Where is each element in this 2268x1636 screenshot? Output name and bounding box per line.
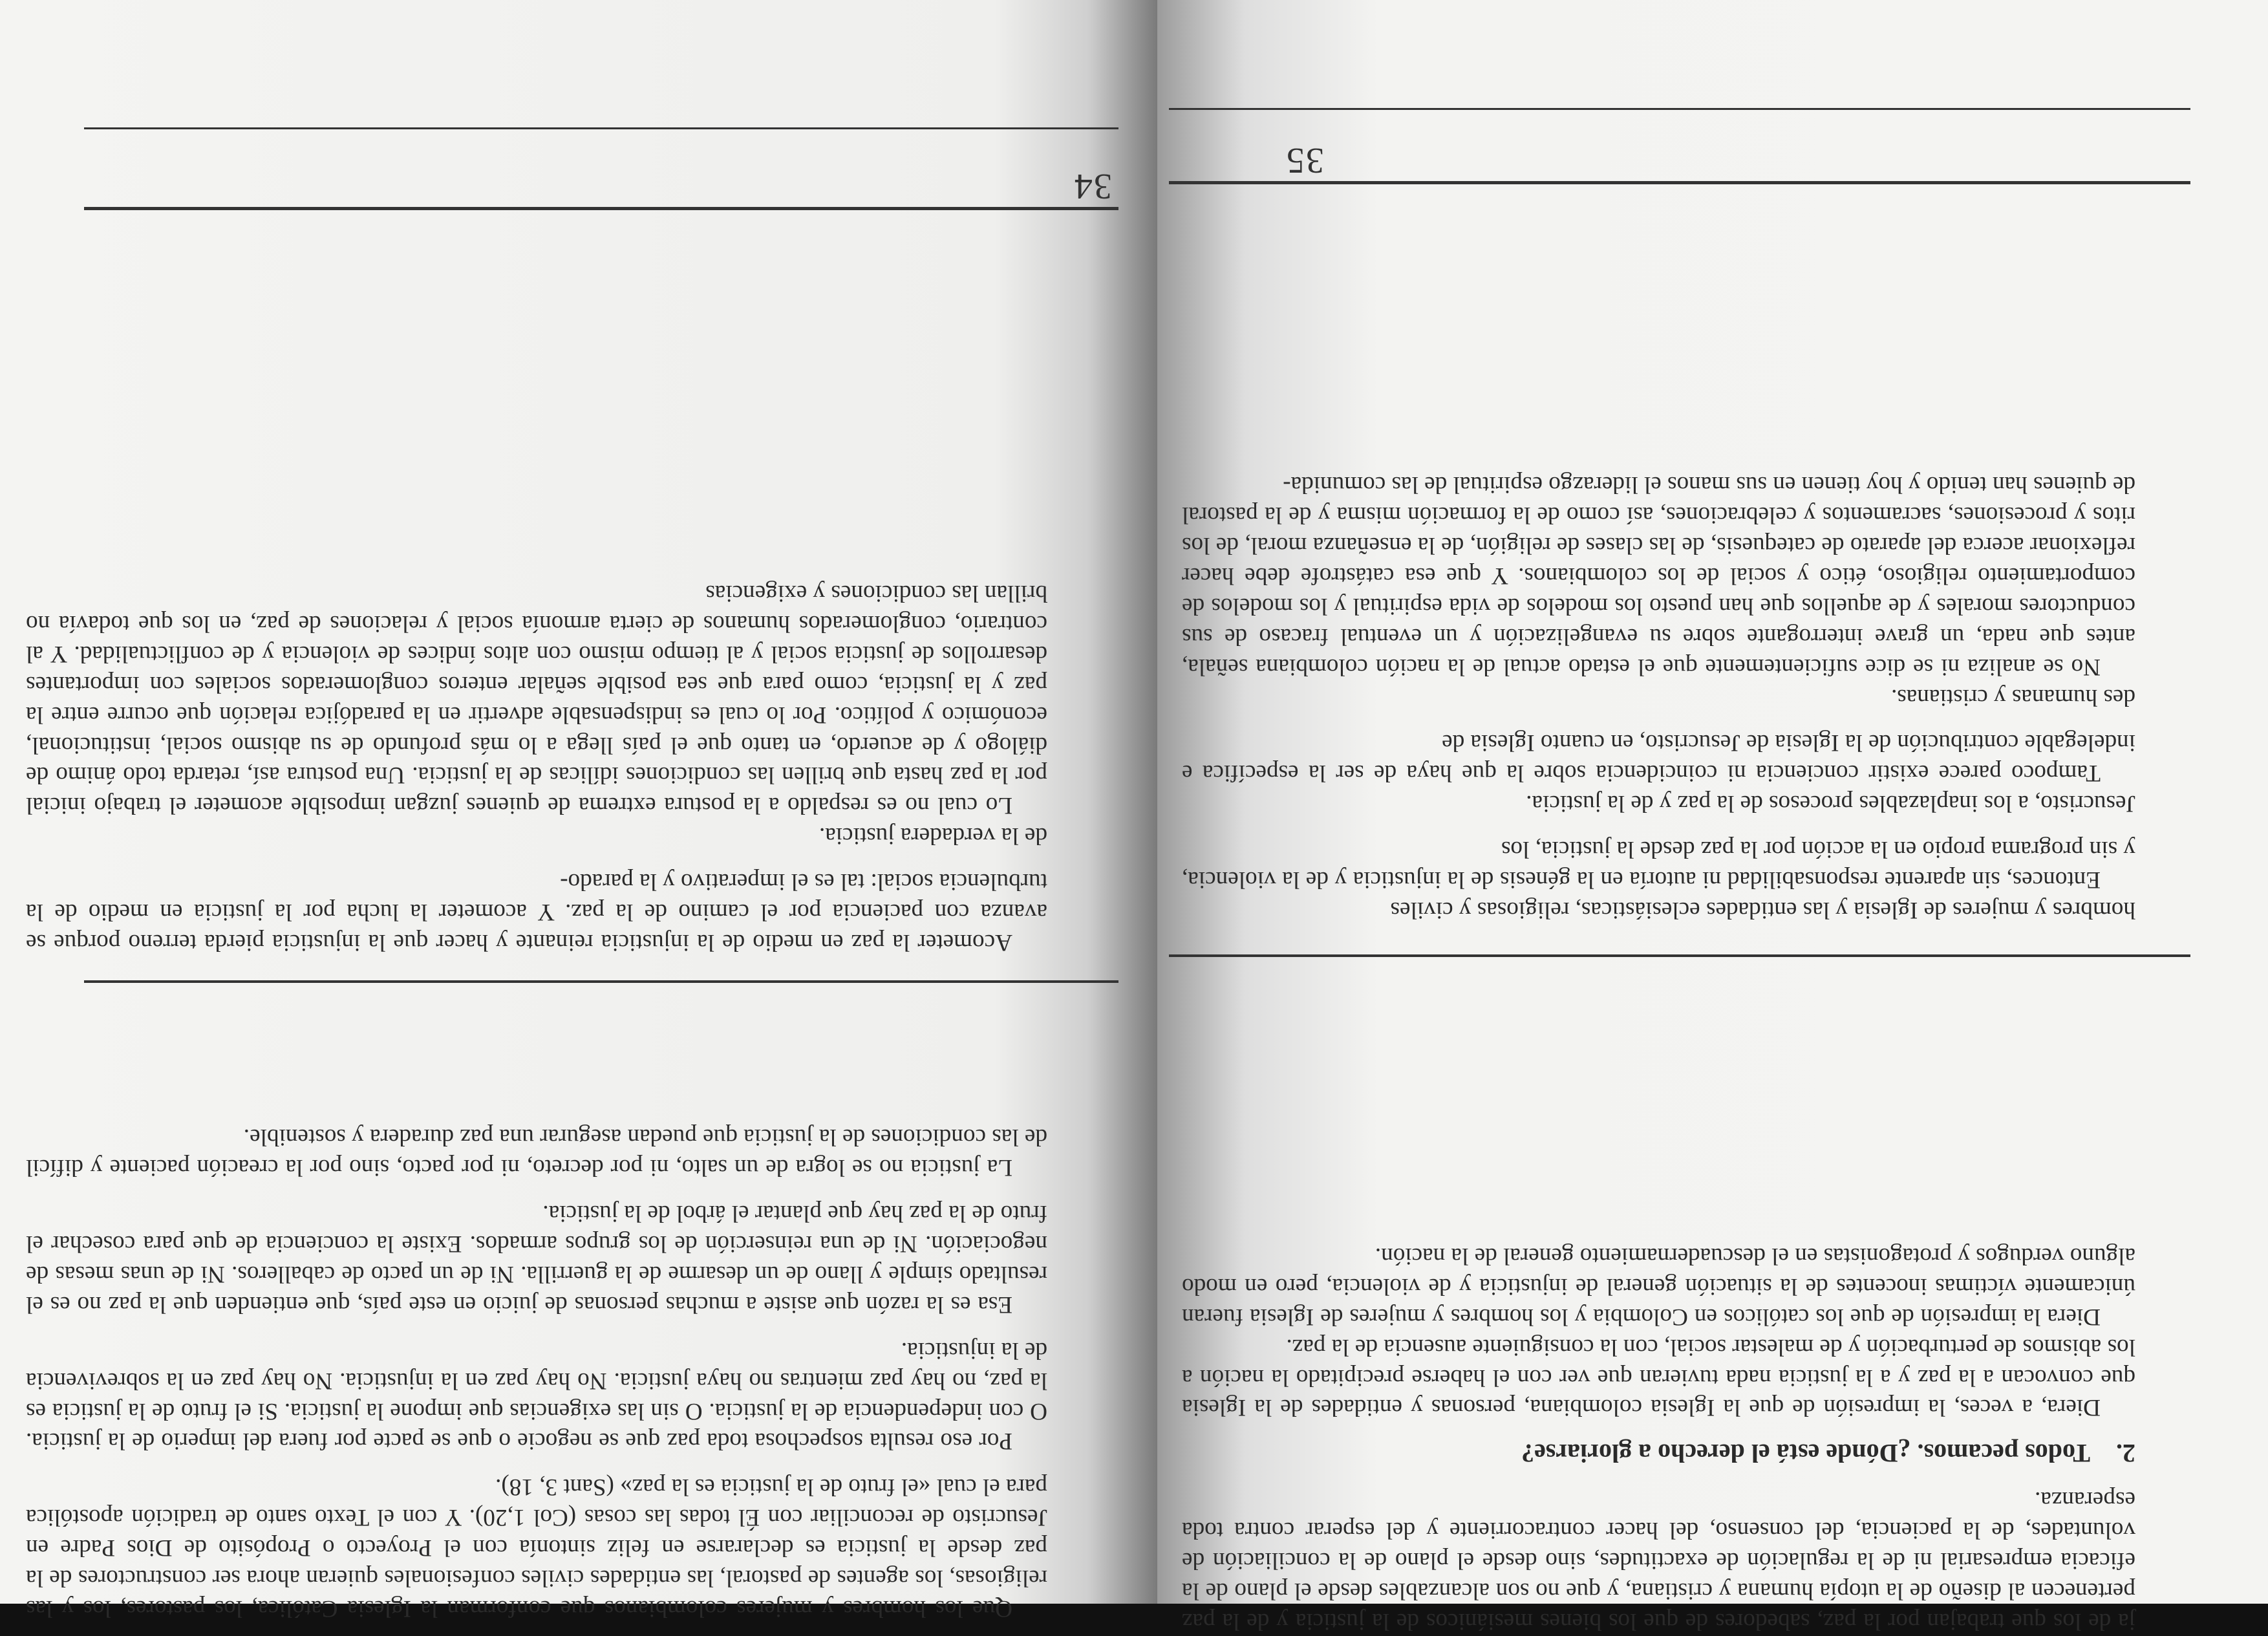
header-rule-top [1169, 108, 2190, 110]
page-35-text [1182, 469, 2135, 925]
page-number: 34 [1073, 166, 1112, 206]
page-35-lower-text [1182, 1240, 2135, 1636]
footer-rule [1169, 954, 2190, 957]
page-34-lower-text [26, 1121, 1047, 1623]
section-heading [1182, 1437, 2135, 1469]
paragraph: de la verdadera justicia. [818, 823, 1047, 850]
section-number: 2. [2116, 1439, 2135, 1469]
paragraph: Entonces, sin aparente responsabilidad ni autoría en la génesis de la injusticia y de la violencia, y sin programa propio en la acción por la paz desde la justicia, los [1182, 836, 2135, 894]
paragraph: No se analiza ni se dice suficientemente que el estado actual de la nación colombiana señala, antes que nada, un grave interrogante sobre su evangelización y un eventual fracaso de sus conductores morales y de aquellos que han puesto los modelos de vida espiritual y los modelos de comportamiento religioso, ético y social de los colombianos. Y que esa catástrofe debe hacer reflexionar acerca del aparato de catequesis, de las clases de religión, de la enseñanza moral, de los ritos y procesiones, sacramentos y celebraciones, así como de la formación misma y de la pastoral de quienes han tenido y hoy tienen en sus manos el liderazgo espiritual de las comunida- [1182, 471, 2135, 680]
header-rule [84, 207, 1118, 210]
paragraph: Diera, a veces, la impresión de que la Iglesia colombiana, personas y entidades de la Iglesia que convocan a la paz y a la justicia nada tuvieran que ver con el haberse precipitado la nación a los abismos de perturbación y de malestar social, con la consiguiente ausencia de la paz. [1182, 1333, 2135, 1421]
paragraph: Que los hombres y mujeres colombianos que conforman la Iglesia Católica, los pastores, los y las religiosas, los agentes de pastoral, las entidades civiles confesionales quieran ahora ser constructores de la paz desde la justicia es declararse en feliz sintonía con el Proyecto o Propósito de Dios Padre en Jesucristo de reconciliar con Él todas las cosas (Col 1,20). Y con el Texto santo de tradición apostólica para el cual «el fruto de la justicia es la paz» (Sant 3, 18). [26, 1474, 1047, 1622]
paragraph: Esa es la razón que asiste a muchas personas de juicio en este país, que entienden que la paz no es el resultado simple y llano de un desarme de la guerrilla. Ni de un pacto de caballeros. Ni de unas mesas de negociación. Ni de una reinserción de los grupos armados. Existe la conciencia de que para cosechar el fruto de la paz hay que plantar el árbol de la justicia. [26, 1200, 1047, 1318]
header-rule-top [84, 127, 1118, 129]
page-34-text [26, 577, 1047, 957]
paragraph: des humanas y cristianas. [1891, 683, 2135, 711]
header-rule [1169, 181, 2190, 184]
page-number: 35 [1285, 140, 1324, 180]
paragraph: Acometer la paz en medio de la injusticia reinante y hacer que la injusticia pierda terreno porque se avanza con paciencia por el camino de la paz. Y acometer la lucha por la justicia en medio de la turbulencia social: tal es el imperativo y la parado- [26, 868, 1047, 956]
section-title: Todos pecamos. ¿Dónde está el derecho a gloriarse? [1521, 1439, 2090, 1469]
footer-rule [84, 980, 1118, 983]
paragraph: ja de los que trabajan por la paz, sabedores de que los bienes mesiánicos de la justicia y de la paz pertenecen al diseño de la utopía humana y cristiana, y que no son alcanzables desde el plano de la eficacia empresarial ni de la regulación de exactitudes, sino desde el plano de la conciliación de voluntades, de la paciencia, del consenso, del hacer contracorriente y del esperar contra toda esperanza. [1182, 1487, 2135, 1635]
paragraph: Lo cual no es respaldo a la postura extrema de quienes juzgan imposible acometer el trabajo inicial por la paz hasta que brillen las condiciones idílicas de la justicia. Una postura así, retarda todo ánimo de diálogo y de acuerdo, en tanto que el país llega a lo más profundo de su abismo social, institucional, económico y político. Por lo cual es indispensable advertir en la paradójica relación que ocurre entre la paz y la justicia, como para que sea posible señalar enteros conglomerados sociales con importantes desarrollos de justicia social y al tiempo mismo con altos índices de violencia y de conflictualidad. Y al contrario, conglomerados humanos de cierta armonía social y relaciones de paz, en los que todavía no brillan las condiciones y exigencias [26, 580, 1047, 819]
paragraph: Tampoco parece existir conciencia ni coincidencia sobre la que haya de ser la específica e indelegable contribución de la Iglesia de Jesucristo, en cuanto Iglesia de [1182, 729, 2135, 787]
paragraph: Diera la impresión de que los católicos en Colombia y los hombres y mujeres de Iglesia fueran únicamente víctimas inocentes de la situación general de injusticia y de violencia, pero en modo alguno verdugos y protagonistas en el descuadernamiento general de la nación. [1182, 1242, 2135, 1330]
paragraph: Jesucristo, a los inaplazables procesos de la paz y de la justicia. [1526, 790, 2135, 817]
paragraph: Por eso resulta sospechosa toda paz que se negocie o que se pacte por fuera del imperio de la justicia. O con independencia de la justicia. O sin las exigencias que impone la justicia. Si el fruto de la justicia es la paz, no hay paz mientras no haya justicia. No hay paz en la injusticia. No hay paz en la sobrevivencia de la injusticia. [26, 1337, 1047, 1455]
paragraph: La justicia no se logra de un salto, ni por decreto, ni por pacto, sino por la creación paciente y difícil de las condiciones de la justicia que puedan asegurar una paz duradera y sostenible. [26, 1124, 1047, 1181]
paragraph: hombres y mujeres de Iglesia y las entidades eclesiásticas, religiosas y civiles [1390, 897, 2135, 923]
page-35 [1156, 0, 2268, 1635]
